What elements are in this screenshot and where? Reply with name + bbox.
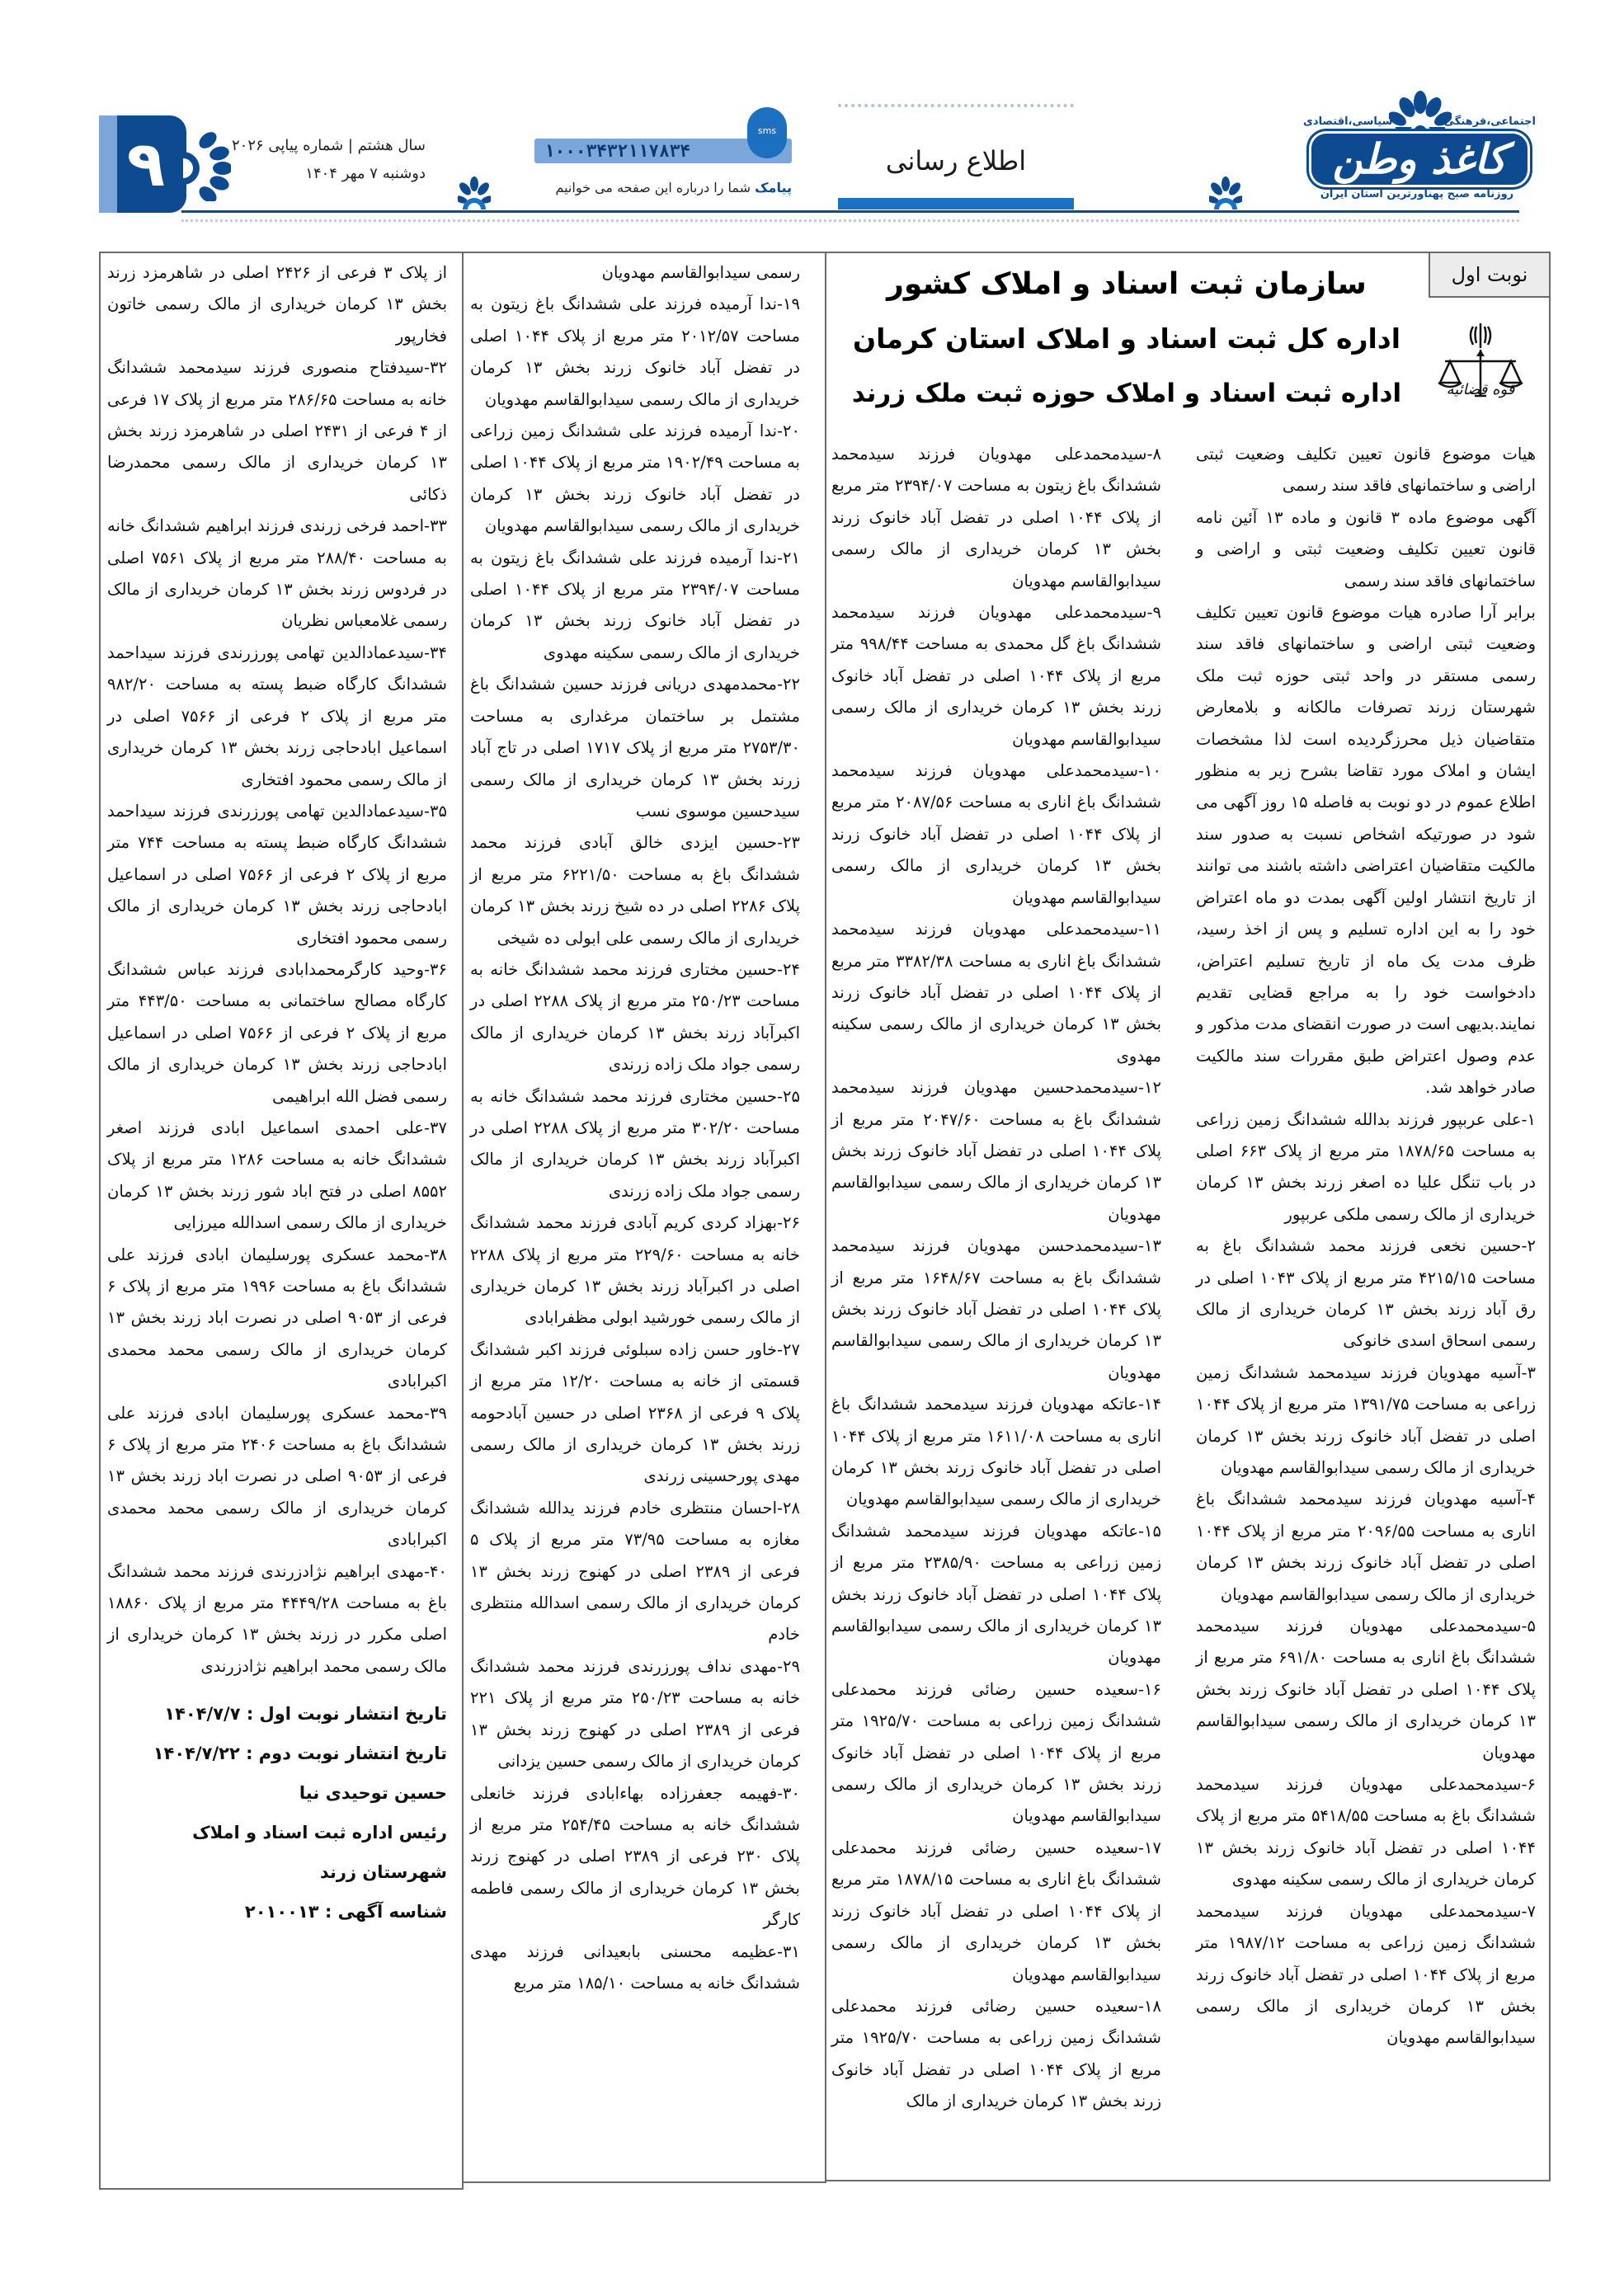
- logo-name: کاغذ وطن: [1332, 134, 1507, 183]
- sms-caption-bold: پیامک: [755, 180, 792, 195]
- list-item: ۳۳-احمد فرخی زرندی فرزند ابراهیم ششدانگ خانه به مساحت ۲۸۸/۴۰ متر مربع از پلاک ۷۵۶۱ اصلی در فردوس زرند بخش ۱۳ کرمان خریداری از مالک رسمی غلامعباس نظریان: [107, 516, 447, 631]
- newspaper-logo[interactable]: [1297, 91, 1537, 205]
- list-item: ۲۱-ندا آرمیده فرزند علی ششدانگ باغ زیتون به مساحت ۲۳۹۴/۰۷ متر مربع از پلاک ۱۰۴۴ اصلی در تفضل آباد خانوک زرند بخش ۱۳ کرمان خریداری از مالک رسمی سکینه مهدوی: [470, 548, 800, 662]
- list-item: ۳۸-محمد عسکری پورسلیمان ابادی فرزند علی ششدانگ باغ به مساحت ۱۹۹۶ متر مربع از پلاک ۶ فرعی از ۹۰۵۳ اصلی در نصرت اباد زرند بخش ۱۳ کرمان خریداری از مالک رسمی محمد محمدی اکبرابادی: [107, 1245, 447, 1391]
- list-item: ۳۵-سیدعمادالدین تهامی پورزرندی فرزند سیداحمد ششدانگ کارگاه ضبط پسته به مساحت ۷۴۴ متر مربع از پلاک ۲ فرعی از ۷۵۶۶ اصلی در اسماعیل ابادحاجی زرند بخش ۱۳ کرمان خریداری از مالک رسمی محمود افتخاری: [107, 801, 448, 948]
- masthead-rule: [181, 210, 1519, 213]
- sms-number[interactable]: ۱۰۰۰۳۴۳۲۱۱۷۸۳۴: [544, 141, 691, 161]
- list-item: ۲۲-محمدمهدی دریانی فرزند حسین ششدانگ باغ مشتمل بر ساختمان مرغداری به مساحت ۲۷۵۳/۳۰ متر مربع از پلاک ۱۷۱۷ اصلی در تاج آباد زرند بخش ۱۳ کرمان خریداری از مالک رسمی سیدحسین موسوی نسب: [470, 675, 800, 821]
- page-number: ۹: [126, 127, 166, 200]
- list-item: ۲۳-حسین ایزدی خالق آبادی فرزند محمد ششدانگ باغ به مساحت ۶۲۲۱/۵۰ متر مربع از پلاک ۲۲۸۶ اصلی در ده شیخ زرند بخش ۱۳ کرمان خریداری از مالک رسمی علی ابولی ده شیخی: [470, 833, 801, 948]
- frame-top-rule: [462, 252, 826, 253]
- list-item: رسمی سیدابوالقاسم مهدویان: [601, 263, 800, 282]
- list-item: ۲۵-حسین مختاری فرزند محمد ششدانگ خانه به مساحت ۳۰۲/۲۰ متر مربع از پلاک ۲۲۸۸ اصلی در اکبرآباد زرند بخش ۱۳ کرمان خریداری از مالک رسمی جواد ملک زاده زرندی: [470, 1086, 800, 1201]
- signature-block: [107, 1694, 447, 1932]
- sms-icon-label: sms: [757, 125, 777, 136]
- list-item: ۲۹-مهدی نداف پورزرندی فرزند محمد ششدانگ خانه به مساحت ۲۵۰/۲۳ متر مربع از پلاک ۲۲۱ فرعی از ۲۳۸۹ اصلی در کهنوج زرند بخش ۱۳ کرمان خریداری از مالک رسمی حسین یزدانی: [470, 1656, 801, 1772]
- second-publication-date: تاریخ انتشار نوبت دوم : ۱۴۰۴/۷/۲۲: [153, 1744, 447, 1764]
- list-item: ۱۰-سیدمحمدعلی مهدویان فرزند سیدمحمد ششدانگ باغ اناری به مساحت ۲۰۸۷/۵۶ متر مربع از پلاک ۱۰۴۴ اصلی در تفضل آباد خانوک زرند بخش ۱۳ کرمان خریداری از مالک رسمی سیدابوالقاسم مهدویان: [831, 761, 1162, 907]
- page-badge-light-strip: [99, 115, 117, 213]
- notice-column-4: [107, 257, 447, 1932]
- list-item: ۱۵-عاتکه مهدویان فرزند سیدمحمد ششدانگ زمین زراعی به مساحت ۲۳۸۵/۹۰ متر مربع از پلاک ۱۰۴۴ اصلی در تفضل آباد خانوک زرند بخش ۱۳ کرمان خریداری از مالک رسمی سیدابوالقاسم مهدویان: [831, 1521, 1162, 1668]
- logo-subtitle: روزنامه صبح پهناورترین استان ایران: [1320, 188, 1514, 200]
- list-item: ۱۶-سعیده حسین رضائی فرزند محمدعلی ششدانگ زمین زراعی به مساحت ۱۹۲۵/۷۰ متر مربع از پلاک ۱۰۴۴ اصلی در تفضل آباد خانوک زرند بخش ۱۳ کرمان خریداری از مالک رسمی سیدابوالقاسم مهدویان: [831, 1679, 1161, 1826]
- list-item: ۳۰-فهیمه جعفرزاده بهاءابادی فرزند خانعلی ششدانگ خانه به مساحت ۲۵۴/۴۵ متر مربع از پلاک ۲۳۰ فرعی از ۲۳۸۹ اصلی در کهنوج زرند بخش ۱۳ کرمان خریداری از مالک رسمی فاطمه کارگر: [470, 1783, 800, 1930]
- ad-id: شناسه آگهی : ۲۰۱۰۰۱۳: [244, 1902, 447, 1922]
- intro-paragraph: برابر آرا صادره هیات موضوع قانون تعیین تکلیف وضعیت ثبتی اراضی و ساختمانهای فاقد سند رسمی مستقر در واحد ثبتی حوزه ثبت ملک شهرستان زرند تصرفات مالکانه و بلامعارض متقاضیان ذیل محرزگردیده است لذا مشخصات ایشان و املاک مورد تقاضا بشرح زیر به منظور اطلاع عموم در دو نوبت به فاصله ۱۵ روز آگهی می شود در صورتیکه اشخاص نسبت به صدور سند مالکیت متقاضیان اعتراضی داشته باشند می توانند از تاریخ انتشار اولین آگهی بمدت دو ماه اعتراض خود را به این اداره تسلیم و پس از اخذ رسید، ظرف مدت یک ماه از تاریخ تسلیم اعتراض، دادخواست خود را به مراجع قضایی تقدیم نمایند.بدیهی است در صورت انقضای مدت مذکور و عدم وصول اعتراض طبق مقررات سند مالکیت صادر خواهد شد.: [1196, 603, 1536, 1098]
- list-item: ۲۶-بهزاد کردی کریم آبادی فرزند محمد ششدانگ خانه به مساحت ۲۲۹/۶۰ متر مربع از پلاک ۲۲۸۸ اصلی در اکبرآباد زرند بخش ۱۳ کرمان خریداری از مالک رسمی خورشید ابولی مظفرابادی: [470, 1213, 800, 1328]
- list-item: ۸-سیدمحمدعلی مهدویان فرزند سیدمحمد ششدانگ باغ زیتون به مساحت ۲۳۹۴/۰۷ متر مربع از پلاک ۱۰۴۴ اصلی در تفضل آباد خانوک زرند بخش ۱۳ کرمان خریداری از مالک رسمی سیدابوالقاسم مهدویان: [831, 445, 1162, 591]
- intro-paragraph: آگهی موضوع ماده ۳ قانون و ماده ۱۳ آئین نامه قانون تعیین تکلیف وضعیت ثبتی و اراضی و ساختمانهای فاقد سند رسمی: [1196, 507, 1536, 591]
- notice-header-line2: اداره کل ثبت اسناد و املاک استان کرمان: [852, 322, 1401, 355]
- list-item: از پلاک ۳ فرعی از ۲۴۲۶ اصلی در شاهرمزد زرند بخش ۱۳ کرمان خریداری از مالک رسمی خاتون فخارپور: [107, 263, 447, 346]
- notice-column-3: [470, 257, 800, 1999]
- page-badge-flower-icon: [183, 130, 231, 201]
- list-item: ۲-حسین نخعی فرزند محمد ششدانگ باغ به مساحت ۴۲۱۵/۱۵ متر مربع از پلاک ۱۰۴۳ اصلی در رق آباد زرند بخش ۱۳ کرمان خریداری از مالک رسمی اسحاق اسدی خانوکی: [1196, 1236, 1536, 1351]
- list-item: ۱-علی عربپور فرزند بدالله ششدانگ زمین زراعی به مساحت ۱۸۷۸/۶۵ متر مربع از پلاک ۶۶۳ اصلی در باب تنگل علیا ده اصغر زرند بخش ۱۳ کرمان خریداری از مالک رسمی ملکی عربپور: [1196, 1109, 1536, 1224]
- list-item: ۱۲-سیدمحمدحسین مهدویان فرزند سیدمحمد ششدانگ باغ به مساحت ۲۰۴۷/۶۰ متر مربع از پلاک ۱۰۴۴ اصلی در تفضل آباد خانوک زرند بخش ۱۳ کرمان خریداری از مالک رسمی سیدابوالقاسم مهدویان: [831, 1078, 1162, 1224]
- list-item: ۳۴-سیدعمادالدین تهامی پورزرندی فرزند سیداحمد ششدانگ کارگاه ضبط پسته به مساحت ۹۸۲/۲۰ متر مربع از پلاک ۲ فرعی از ۷۵۶۶ اصلی در اسماعیل ابادحاجی زرند بخش ۱۳ کرمان خریداری از مالک رسمی محمود افتخاری: [107, 642, 447, 789]
- first-publication-date: تاریخ انتشار نوبت اول : ۱۴۰۴/۷/۷: [164, 1704, 447, 1725]
- section-bar: [838, 198, 1074, 209]
- list-item: ۶-سیدمحمدعلی مهدویان فرزند سیدمحمد ششدانگ باغ به مساحت ۵۴۱۸/۵۵ متر مربع از پلاک ۱۰۴۴ اصلی در تفضل آباد خانوک زرند بخش ۱۳ کرمان خریداری از مالک رسمی سکینه مهدوی: [1196, 1775, 1537, 1889]
- list-item: ۳۱-عظیمه محسنی بابعیدانی فرزند مهدی ششدانگ خانه به مساحت ۱۸۵/۱۰ متر مربع: [470, 1941, 800, 1993]
- list-item: ۲۷-خاور حسن زاده سبلوئی فرزند اکبر ششدانگ قسمتی از خانه به مساحت ۱۲/۲۰ متر مربع از پلاک ۹ فرعی از ۲۳۶۸ اصلی در حسین آبادحومه زرند بخش ۱۳ کرمان خریداری از مالک رسمی مهدی پورحسینی زرندی: [470, 1339, 800, 1486]
- list-item: ۳۷-علی احمدی اسماعیل ابادی فرزند اصغر ششدانگ خانه به مساحت ۱۲۸۶ متر مربع از پلاک ۸۵۵۲ اصلی در فتح اباد شور زرند بخش ۱۳ کرمان خریداری از مالک رسمی اسدالله میرزایی: [107, 1118, 447, 1233]
- logo-tagline-left: سیاسی،اقتصادی: [1303, 115, 1393, 128]
- decorative-flower-icon: [458, 176, 491, 209]
- list-item: ۱۸-سعیده حسین رضائی فرزند محمدعلی ششدانگ زمین زراعی به مساحت ۱۹۲۵/۷۰ متر مربع از پلاک ۱۰۴۴ اصلی در تفضل آباد خانوک زرند بخش ۱۳ کرمان خریداری از مالک: [831, 1996, 1161, 2111]
- notice-header: [833, 257, 1420, 421]
- list-item: ۵-سیدمحمدعلی مهدویان فرزند سیدمحمد ششدانگ باغ اناری به مساحت ۶۹۱/۸۰ متر مربع از پلاک ۱۰۴۴ اصلی در تفضل آباد خانوک زرند بخش ۱۳ کرمان خریداری از مالک رسمی سیدابوالقاسم مهدویان: [1196, 1617, 1537, 1762]
- list-item: ۳۶-وحید کارگرمحمدابادی فرزند عباس ششدانگ کارگاه مصالح ساختمانی به مساحت ۴۴۳/۵۰ متر مربع از پلاک ۲ فرعی از ۷۵۶۶ اصلی در اسماعیل ابادحاجی زرند بخش ۱۳ کرمان خریداری از مالک رسمی فضل الله ابراهیمی: [107, 959, 448, 1106]
- notice-header-line1: سازمان ثبت اسناد و املاک کشور: [887, 267, 1367, 301]
- masthead: [0, 0, 1624, 239]
- list-item: ۴۰-مهدی ابراهیم نژادزرندی فرزند محمد ششدانگ باغ به مساحت ۴۴۴۹/۲۸ متر مربع از پلاک ۱۸۸۶۰ اصلی مکرر در زرند بخش ۱۳ کرمان خریداری از مالک رسمی محمد ابراهیم نژادزرندی: [107, 1561, 447, 1676]
- list-item: ۱۳-سیدمحمدحسن مهدویان فرزند سیدمحمد ششدانگ باغ به مساحت ۱۶۴۸/۶۷ متر مربع از پلاک ۱۰۴۴ اصلی در تفضل آباد خانوک زرند بخش ۱۳ کرمان خریداری از مالک رسمی سیدابوالقاسم مهدویان: [831, 1236, 1162, 1382]
- intro-paragraph: هیات موضوع قانون تعیین تکلیف وضعیت ثبتی اراضی و ساختمانهای فاقد سند رسمی: [1196, 445, 1536, 496]
- issue-date: دوشنبه ۷ مهر ۱۴۰۴: [305, 165, 426, 182]
- official-title: رئیس اداره ثبت اسناد و املاک شهرستان زرند: [192, 1823, 447, 1883]
- list-item: ۲۸-احسان منتظری خادم فرزند یدالله ششدانگ مغازه به مساحت ۷۳/۹۵ متر مربع از پلاک ۵ فرعی از ۲۳۸۹ اصلی در کهنوج زرند بخش ۱۳ کرمان خریداری از مالک رسمی اسدالله منتظری خادم: [470, 1498, 801, 1645]
- list-item: ۲۰-ندا آرمیده فرزند علی ششدانگ زمین زراعی به مساحت ۱۹۰۲/۴۹ متر مربع از پلاک ۱۰۴۴ اصلی در تفضل آباد خانوک زرند بخش ۱۳ کرمان خریداری از مالک رسمی سیدابوالقاسم مهدویان: [470, 421, 800, 536]
- list-item: ۷-سیدمحمدعلی مهدویان فرزند سیدمحمد ششدانگ زمین زراعی به مساحت ۱۹۸۷/۱۲ متر مربع از پلاک ۱۰۴۴ اصلی در تفضل آباد خانوک زرند بخش ۱۳ کرمان خریداری از مالک رسمی سیدابوالقاسم مهدویان: [1196, 1901, 1537, 2048]
- list-item: ۱۹-ندا آرمیده فرزند علی ششدانگ باغ زیتون به مساحت ۲۰۱۲/۵۷ متر مربع از پلاک ۱۰۴۴ اصلی در تفضل آباد خانوک زرند بخش ۱۳ کرمان خریداری از مالک رسمی سیدابوالقاسم مهدویان: [470, 294, 800, 409]
- emblem-label: قوه قضائیه: [1446, 381, 1515, 398]
- frame-bottom-rule: [462, 2181, 826, 2183]
- list-item: ۴-آسیه مهدویان فرزند سیدمحمد ششدانگ باغ اناری به مساحت ۲۰۹۶/۵۵ متر مربع از پلاک ۱۰۴۴ اصلی در تفضل آباد خانوک زرند بخش ۱۳ کرمان خریداری از مالک رسمی سیدابوالقاسم مهدویان: [1196, 1489, 1536, 1604]
- list-item: ۲۴-حسین مختاری فرزند محمد ششدانگ خانه به مساحت ۲۵۰/۲۳ متر مربع از پلاک ۲۲۸۸ اصلی در اکبرآباد زرند بخش ۱۳ کرمان خریداری از مالک رسمی جواد ملک زاده زرندی: [470, 959, 800, 1075]
- notice-column-2: [831, 439, 1161, 2118]
- round-badge: نوبت اول: [1429, 252, 1551, 298]
- sms-bubble-icon: [747, 107, 787, 158]
- list-item: ۱۱-سیدمحمدعلی مهدویان فرزند سیدمحمد ششدانگ باغ اناری به مساحت ۳۳۸۲/۳۸ متر مربع از پلاک ۱۰۴۴ اصلی در تفضل آباد خانوک زرند بخش ۱۳ کرمان خریداری از مالک رسمی سکینه مهدوی: [831, 920, 1162, 1066]
- issue-volume-number: سال هشتم | شماره پیاپی ۲۰۲۶: [232, 137, 426, 154]
- list-item: ۱۴-عاتکه مهدویان فرزند سیدمحمد ششدانگ باغ اناری به مساحت ۱۶۱۱/۰۸ متر مربع از پلاک ۱۰۴۴ اصلی در تفضل آباد خانوک زرند بخش ۱۳ کرمان خریداری از مالک رسمی سیدابوالقاسم مهدویان: [831, 1395, 1161, 1509]
- judiciary-emblem-icon: [1435, 304, 1526, 419]
- page-number-badge: [99, 115, 186, 213]
- list-item: ۱۷-سعیده حسین رضائی فرزند محمدعلی ششدانگ باغ اناری به مساحت ۱۸۷۸/۱۵ متر مربع از پلاک ۱۰۴۴ اصلی در تفضل آباد خانوک زرند بخش ۱۳ کرمان خریداری از مالک رسمی سیدابوالقاسم مهدویان: [831, 1838, 1162, 1984]
- list-item: ۳۲-سیدفتاح منصوری فرزند سیدمحمد ششدانگ خانه به مساحت ۲۸۶/۶۵ متر مربع از پلاک ۱۷ فرعی از ۴ فرعی از ۲۴۳۱ اصلی در شاهرمزد زرند بخش ۱۳ کرمان خریداری از مالک رسمی محمدرضا ذکائی: [107, 358, 447, 504]
- decorative-flower-icon: [1209, 176, 1242, 209]
- official-name: حسین توحیدی نیا: [299, 1783, 447, 1804]
- sms-caption-text: شما را درباره این صفحه می خوانیم: [555, 180, 756, 195]
- list-item: ۹-سیدمحمدعلی مهدویان فرزند سیدمحمد ششدانگ باغ گل محمدی به مساحت ۹۹۸/۴۴ متر مربع از پلاک ۱۰۴۴ اصلی در تفضل آباد خانوک زرند بخش ۱۳ کرمان خریداری از مالک رسمی سیدابوالقاسم مهدویان: [831, 603, 1161, 749]
- sms-caption: [534, 180, 792, 195]
- list-item: ۳۹-محمد عسکری پورسلیمان ابادی فرزند علی ششدانگ باغ به مساحت ۲۴۰۶ متر مربع از پلاک ۶ فرعی از ۹۰۵۳ اصلی در نصرت اباد زرند بخش ۱۳ کرمان خریداری از مالک رسمی محمد محمدی اکبرابادی: [107, 1403, 447, 1550]
- notice-header-line3: اداره ثبت اسناد و املاک حوزه ثبت ملک زرند: [851, 379, 1402, 408]
- logo-tagline-right: اجتماعی،فرهنگی: [1443, 115, 1536, 128]
- masthead-dotted-rule: [181, 219, 1519, 223]
- section-dotted-rule: [838, 104, 1074, 107]
- list-item: ۳-آسیه مهدویان فرزند سیدمحمد ششدانگ زمین زراعی به مساحت ۱۳۹۱/۷۵ متر مربع از پلاک ۱۰۴۴ اصلی در تفضل آباد خانوک زرند بخش ۱۳ کرمان خریداری از مالک رسمی سیدابوالقاسم مهدویان: [1196, 1362, 1536, 1477]
- notice-column-1: [1196, 439, 1536, 2054]
- section-title: اطلاع رسانی: [885, 145, 1027, 176]
